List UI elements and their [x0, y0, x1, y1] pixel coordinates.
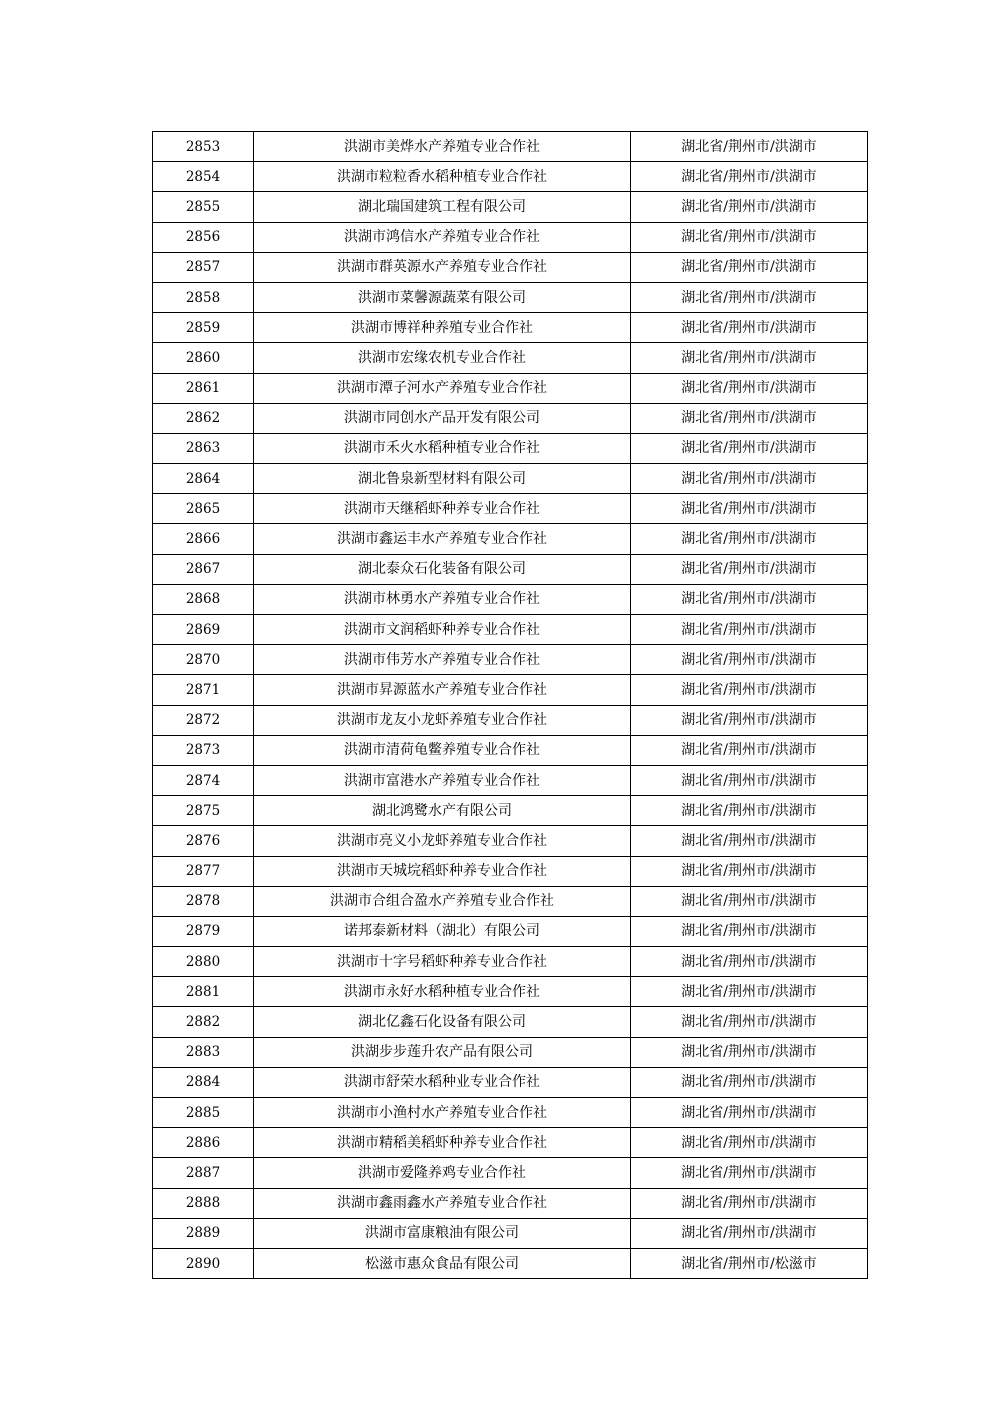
company-name-cell: 洪湖市美烨水产养殖专业合作社 — [254, 132, 631, 162]
region-cell: 湖北省/荆州市/洪湖市 — [631, 735, 868, 765]
region-cell: 湖北省/荆州市/洪湖市 — [631, 252, 868, 282]
region-cell: 湖北省/荆州市/洪湖市 — [631, 162, 868, 192]
company-name-cell: 洪湖市宏缘农机专业合作社 — [254, 343, 631, 373]
company-name-cell: 洪湖市小渔村水产养殖专业合作社 — [254, 1098, 631, 1128]
row-number-cell: 2887 — [153, 1158, 254, 1188]
table-row — [153, 343, 868, 373]
row-number-cell: 2876 — [153, 826, 254, 856]
region-cell: 湖北省/荆州市/洪湖市 — [631, 916, 868, 946]
company-name-cell: 洪湖市富港水产养殖专业合作社 — [254, 765, 631, 795]
row-number-cell: 2866 — [153, 524, 254, 554]
company-name-cell: 洪湖市博祥种养殖专业合作社 — [254, 313, 631, 343]
row-number-cell: 2888 — [153, 1188, 254, 1218]
row-number-cell: 2877 — [153, 856, 254, 886]
row-number-cell: 2890 — [153, 1248, 254, 1278]
row-number-cell: 2861 — [153, 373, 254, 403]
region-cell: 湖北省/荆州市/洪湖市 — [631, 192, 868, 222]
table-row — [153, 433, 868, 463]
company-name-cell: 湖北瑞国建筑工程有限公司 — [254, 192, 631, 222]
table-row — [153, 826, 868, 856]
row-number-cell: 2854 — [153, 162, 254, 192]
table-row — [153, 1248, 868, 1278]
table-row — [153, 313, 868, 343]
row-number-cell: 2870 — [153, 645, 254, 675]
region-cell: 湖北省/荆州市/洪湖市 — [631, 403, 868, 433]
region-cell: 湖北省/荆州市/洪湖市 — [631, 826, 868, 856]
company-name-cell: 洪湖市天继稻虾种养专业合作社 — [254, 494, 631, 524]
company-name-cell: 湖北亿鑫石化设备有限公司 — [254, 1007, 631, 1037]
row-number-cell: 2874 — [153, 765, 254, 795]
region-cell: 湖北省/荆州市/洪湖市 — [631, 856, 868, 886]
table-row — [153, 977, 868, 1007]
table-row — [153, 192, 868, 222]
region-cell: 湖北省/荆州市/洪湖市 — [631, 494, 868, 524]
company-name-cell: 洪湖市粒粒香水稻种植专业合作社 — [254, 162, 631, 192]
row-number-cell: 2863 — [153, 433, 254, 463]
company-name-cell: 湖北泰众石化装备有限公司 — [254, 554, 631, 584]
table-row — [153, 132, 868, 162]
table-row — [153, 675, 868, 705]
company-name-cell: 洪湖市鑫雨鑫水产养殖专业合作社 — [254, 1188, 631, 1218]
company-name-cell: 洪湖市伟芳水产养殖专业合作社 — [254, 645, 631, 675]
region-cell: 湖北省/荆州市/洪湖市 — [631, 1098, 868, 1128]
row-number-cell: 2886 — [153, 1128, 254, 1158]
region-cell: 湖北省/荆州市/洪湖市 — [631, 1218, 868, 1248]
region-cell: 湖北省/荆州市/洪湖市 — [631, 1007, 868, 1037]
enterprise-list-table — [152, 131, 868, 1279]
region-cell: 湖北省/荆州市/洪湖市 — [631, 1188, 868, 1218]
table-row — [153, 856, 868, 886]
row-number-cell: 2868 — [153, 584, 254, 614]
region-cell: 湖北省/荆州市/洪湖市 — [631, 645, 868, 675]
region-cell: 湖北省/荆州市/洪湖市 — [631, 282, 868, 312]
table-row — [153, 1158, 868, 1188]
region-cell: 湖北省/荆州市/洪湖市 — [631, 524, 868, 554]
company-name-cell: 洪湖市菜馨源蔬菜有限公司 — [254, 282, 631, 312]
table-body — [153, 132, 868, 1279]
region-cell: 湖北省/荆州市/洪湖市 — [631, 132, 868, 162]
row-number-cell: 2869 — [153, 615, 254, 645]
table-row — [153, 1037, 868, 1067]
region-cell: 湖北省/荆州市/洪湖市 — [631, 464, 868, 494]
row-number-cell: 2875 — [153, 796, 254, 826]
company-name-cell: 洪湖市舒荣水稻种业专业合作社 — [254, 1067, 631, 1097]
company-name-cell: 洪湖市十字号稻虾种养专业合作社 — [254, 947, 631, 977]
table-row — [153, 282, 868, 312]
table-row — [153, 524, 868, 554]
company-name-cell: 洪湖市潭子河水产养殖专业合作社 — [254, 373, 631, 403]
row-number-cell: 2864 — [153, 464, 254, 494]
table-row — [153, 1128, 868, 1158]
region-cell: 湖北省/荆州市/洪湖市 — [631, 584, 868, 614]
company-name-cell: 洪湖市鸿信水产养殖专业合作社 — [254, 222, 631, 252]
row-number-cell: 2889 — [153, 1218, 254, 1248]
region-cell: 湖北省/荆州市/洪湖市 — [631, 343, 868, 373]
region-cell: 湖北省/荆州市/洪湖市 — [631, 796, 868, 826]
company-name-cell: 洪湖市林勇水产养殖专业合作社 — [254, 584, 631, 614]
company-name-cell: 洪湖市昇源蓝水产养殖专业合作社 — [254, 675, 631, 705]
row-number-cell: 2878 — [153, 886, 254, 916]
region-cell: 湖北省/荆州市/洪湖市 — [631, 977, 868, 1007]
table-row — [153, 796, 868, 826]
company-name-cell: 洪湖市永好水稻种植专业合作社 — [254, 977, 631, 1007]
row-number-cell: 2857 — [153, 252, 254, 282]
table-row — [153, 1098, 868, 1128]
region-cell: 湖北省/荆州市/洪湖市 — [631, 765, 868, 795]
region-cell: 湖北省/荆州市/洪湖市 — [631, 222, 868, 252]
row-number-cell: 2865 — [153, 494, 254, 524]
company-name-cell: 洪湖市清荷龟鳖养殖专业合作社 — [254, 735, 631, 765]
row-number-cell: 2881 — [153, 977, 254, 1007]
region-cell: 湖北省/荆州市/洪湖市 — [631, 947, 868, 977]
table-row — [153, 645, 868, 675]
region-cell: 湖北省/荆州市/洪湖市 — [631, 1067, 868, 1097]
table-row — [153, 162, 868, 192]
row-number-cell: 2867 — [153, 554, 254, 584]
company-name-cell: 洪湖市鑫运丰水产养殖专业合作社 — [254, 524, 631, 554]
company-name-cell: 湖北鸿鹭水产有限公司 — [254, 796, 631, 826]
table-row — [153, 1188, 868, 1218]
table-row — [153, 735, 868, 765]
company-name-cell: 洪湖市天城垸稻虾种养专业合作社 — [254, 856, 631, 886]
company-name-cell: 洪湖市龙友小龙虾养殖专业合作社 — [254, 705, 631, 735]
region-cell: 湖北省/荆州市/洪湖市 — [631, 615, 868, 645]
row-number-cell: 2853 — [153, 132, 254, 162]
row-number-cell: 2884 — [153, 1067, 254, 1097]
row-number-cell: 2885 — [153, 1098, 254, 1128]
row-number-cell: 2872 — [153, 705, 254, 735]
row-number-cell: 2858 — [153, 282, 254, 312]
region-cell: 湖北省/荆州市/洪湖市 — [631, 1158, 868, 1188]
row-number-cell: 2873 — [153, 735, 254, 765]
company-name-cell: 洪湖市爱隆养鸡专业合作社 — [254, 1158, 631, 1188]
region-cell: 湖北省/荆州市/松滋市 — [631, 1248, 868, 1278]
row-number-cell: 2871 — [153, 675, 254, 705]
table-row — [153, 373, 868, 403]
table-row — [153, 554, 868, 584]
table-row — [153, 1218, 868, 1248]
region-cell: 湖北省/荆州市/洪湖市 — [631, 1128, 868, 1158]
table-row — [153, 765, 868, 795]
row-number-cell: 2860 — [153, 343, 254, 373]
company-name-cell: 洪湖步步莲升农产品有限公司 — [254, 1037, 631, 1067]
table-row — [153, 705, 868, 735]
region-cell: 湖北省/荆州市/洪湖市 — [631, 433, 868, 463]
table-row — [153, 1007, 868, 1037]
region-cell: 湖北省/荆州市/洪湖市 — [631, 313, 868, 343]
company-name-cell: 洪湖市群英源水产养殖专业合作社 — [254, 252, 631, 282]
region-cell: 湖北省/荆州市/洪湖市 — [631, 886, 868, 916]
company-name-cell: 洪湖市亮义小龙虾养殖专业合作社 — [254, 826, 631, 856]
region-cell: 湖北省/荆州市/洪湖市 — [631, 1037, 868, 1067]
row-number-cell: 2880 — [153, 947, 254, 977]
table-row — [153, 916, 868, 946]
company-name-cell: 诺邦泰新材料（湖北）有限公司 — [254, 916, 631, 946]
company-name-cell: 洪湖市富康粮油有限公司 — [254, 1218, 631, 1248]
row-number-cell: 2882 — [153, 1007, 254, 1037]
row-number-cell: 2879 — [153, 916, 254, 946]
company-name-cell: 洪湖市同创水产品开发有限公司 — [254, 403, 631, 433]
company-name-cell: 松滋市惠众食品有限公司 — [254, 1248, 631, 1278]
company-name-cell: 湖北鲁泉新型材料有限公司 — [254, 464, 631, 494]
region-cell: 湖北省/荆州市/洪湖市 — [631, 675, 868, 705]
company-name-cell: 洪湖市文润稻虾种养专业合作社 — [254, 615, 631, 645]
table-row — [153, 615, 868, 645]
table-row — [153, 222, 868, 252]
table-row — [153, 886, 868, 916]
row-number-cell: 2855 — [153, 192, 254, 222]
row-number-cell: 2856 — [153, 222, 254, 252]
region-cell: 湖北省/荆州市/洪湖市 — [631, 373, 868, 403]
row-number-cell: 2862 — [153, 403, 254, 433]
company-name-cell: 洪湖市合组合盈水产养殖专业合作社 — [254, 886, 631, 916]
table-row — [153, 1067, 868, 1097]
region-cell: 湖北省/荆州市/洪湖市 — [631, 554, 868, 584]
table-row — [153, 494, 868, 524]
table-row — [153, 584, 868, 614]
row-number-cell: 2883 — [153, 1037, 254, 1067]
row-number-cell: 2859 — [153, 313, 254, 343]
company-name-cell: 洪湖市禾火水稻种植专业合作社 — [254, 433, 631, 463]
region-cell: 湖北省/荆州市/洪湖市 — [631, 705, 868, 735]
company-name-cell: 洪湖市精稻美稻虾种养专业合作社 — [254, 1128, 631, 1158]
table-row — [153, 464, 868, 494]
table-row — [153, 252, 868, 282]
table-row — [153, 403, 868, 433]
table-row — [153, 947, 868, 977]
